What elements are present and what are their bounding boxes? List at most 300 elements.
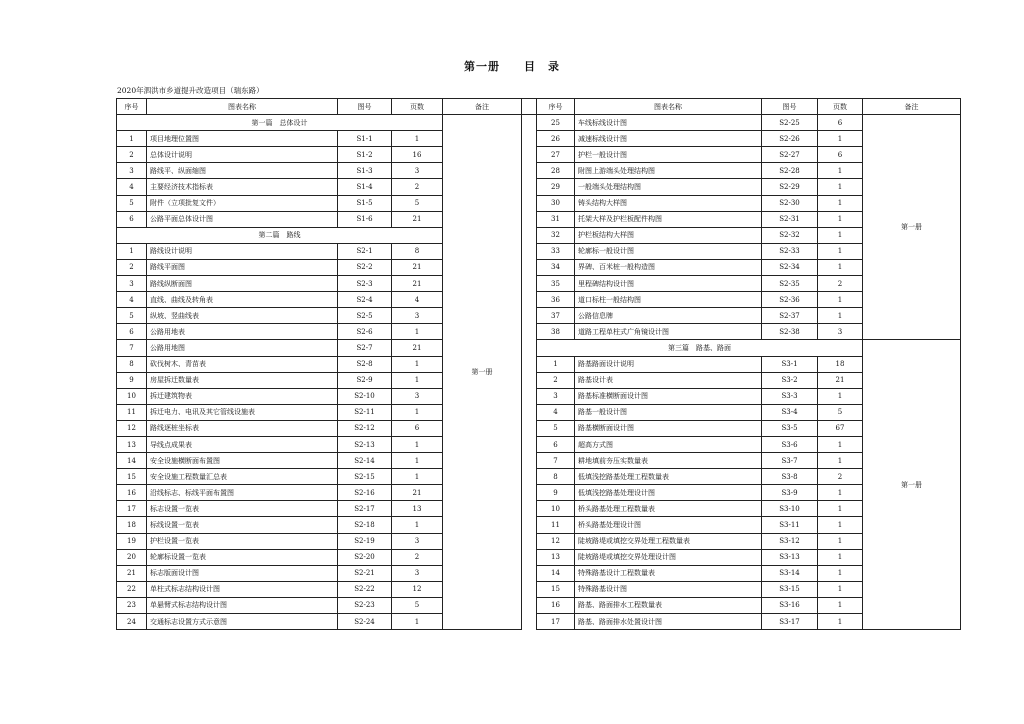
header-note-right: 备注: [863, 99, 961, 115]
table-row: [117, 276, 961, 292]
row-number: 1: [117, 243, 147, 259]
drawing-code: S2-3: [338, 276, 392, 292]
row-number: 13: [117, 436, 147, 452]
column-gap: [522, 227, 537, 243]
table-row: [117, 131, 961, 147]
drawing-code: S2-4: [338, 292, 392, 308]
header-no-right: 序号: [537, 99, 575, 115]
row-number: 4: [117, 179, 147, 195]
drawing-name: 路基、路面排水处置设计图: [575, 614, 762, 630]
row-number: 15: [117, 469, 147, 485]
table-row: [117, 163, 961, 179]
page-count: 1: [818, 259, 863, 275]
page-count: 1: [818, 533, 863, 549]
column-gap: [522, 517, 537, 533]
page-count: 13: [392, 501, 443, 517]
drawing-code: S2-37: [762, 308, 818, 324]
column-gap: [522, 163, 537, 179]
page-count: 3: [392, 533, 443, 549]
column-gap: [522, 453, 537, 469]
row-number: 8: [117, 356, 147, 372]
drawing-code: S2-28: [762, 163, 818, 179]
drawing-code: S2-18: [338, 517, 392, 533]
page-title: 第一册 目 录: [464, 60, 560, 73]
page-count: 1: [392, 469, 443, 485]
drawing-code: S2-8: [338, 356, 392, 372]
page-count: 2: [818, 469, 863, 485]
column-gap: [522, 243, 537, 259]
row-number: 14: [537, 565, 575, 581]
row-number: 10: [117, 388, 147, 404]
drawing-name: 路基、路面排水工程数量表: [575, 597, 762, 613]
column-gap: [522, 404, 537, 420]
drawing-name: 路线逐桩坐标表: [147, 420, 338, 436]
drawing-code: S2-11: [338, 404, 392, 420]
drawing-name: 路线平面图: [147, 259, 338, 275]
drawing-name: 附图上游端头处理结构图: [575, 163, 762, 179]
column-gap: [522, 501, 537, 517]
drawing-code: S1-1: [338, 131, 392, 147]
drawing-code: S2-27: [762, 147, 818, 163]
drawing-name: 超高方式图: [575, 436, 762, 452]
column-gap: [522, 597, 537, 613]
column-gap: [522, 356, 537, 372]
row-number: 11: [537, 517, 575, 533]
page-count: 1: [392, 131, 443, 147]
drawing-code: S2-22: [338, 581, 392, 597]
row-number: 7: [117, 340, 147, 356]
drawing-name: 主要经济技术指标表: [147, 179, 338, 195]
drawing-name: 路线平、纵面缩图: [147, 163, 338, 179]
page-count: 8: [392, 243, 443, 259]
drawing-name: 路线设计说明: [147, 243, 338, 259]
column-gap: [522, 549, 537, 565]
row-number: 10: [537, 501, 575, 517]
drawing-code: S2-14: [338, 453, 392, 469]
row-number: 19: [117, 533, 147, 549]
drawing-code: S2-36: [762, 292, 818, 308]
drawing-code: S3-12: [762, 533, 818, 549]
page-count: 4: [392, 292, 443, 308]
row-number: 36: [537, 292, 575, 308]
drawing-name: 单柱式标志结构设计图: [147, 581, 338, 597]
row-number: 26: [537, 131, 575, 147]
drawing-name: 房屋拆迁数量表: [147, 372, 338, 388]
row-number: 32: [537, 227, 575, 243]
row-number: 29: [537, 179, 575, 195]
drawing-name: 低填浅挖路基处理设计图: [575, 485, 762, 501]
page-count: 3: [392, 388, 443, 404]
drawing-code: S2-6: [338, 324, 392, 340]
page-count: 21: [392, 276, 443, 292]
column-gap: [522, 372, 537, 388]
row-number: 8: [537, 469, 575, 485]
drawing-name: 公路平面总体设计图: [147, 211, 338, 227]
page-count: 5: [392, 597, 443, 613]
table-row: [117, 501, 961, 517]
table-row: [117, 549, 961, 565]
column-gap: [522, 276, 537, 292]
page-count: 1: [818, 388, 863, 404]
drawing-code: S3-11: [762, 517, 818, 533]
page-count: 6: [392, 420, 443, 436]
table-row: [117, 308, 961, 324]
row-number: 2: [537, 372, 575, 388]
row-number: 38: [537, 324, 575, 340]
drawing-code: S2-15: [338, 469, 392, 485]
drawing-code: S2-13: [338, 436, 392, 452]
row-number: 34: [537, 259, 575, 275]
table-row: [117, 581, 961, 597]
page-count: 67: [818, 420, 863, 436]
drawing-code: S3-10: [762, 501, 818, 517]
drawing-code: S2-17: [338, 501, 392, 517]
page-count: 1: [818, 501, 863, 517]
column-gap: [522, 340, 537, 356]
row-number: 24: [117, 614, 147, 630]
page-count: 12: [392, 581, 443, 597]
drawing-code: S3-14: [762, 565, 818, 581]
drawing-name: 单悬臂式标志结构设计图: [147, 597, 338, 613]
page-count: 2: [818, 276, 863, 292]
page-count: 1: [818, 211, 863, 227]
table-row: [117, 485, 961, 501]
section-heading: 第三篇 路基、路面: [537, 340, 863, 356]
page-count: 1: [392, 517, 443, 533]
drawing-code: S3-8: [762, 469, 818, 485]
drawing-name: 标志版面设计图: [147, 565, 338, 581]
drawing-name: 轮廓标一般设计图: [575, 243, 762, 259]
drawing-code: S1-3: [338, 163, 392, 179]
page-count: 16: [392, 147, 443, 163]
drawing-code: S2-31: [762, 211, 818, 227]
drawing-name: 导线点成果表: [147, 436, 338, 452]
page-count: 21: [392, 211, 443, 227]
page-count: 1: [818, 163, 863, 179]
drawing-code: S2-7: [338, 340, 392, 356]
drawing-code: S3-6: [762, 436, 818, 452]
page-count: 1: [818, 195, 863, 211]
drawing-code: S2-21: [338, 565, 392, 581]
section-heading: 第一篇 总体设计: [117, 115, 443, 131]
table-row: [117, 227, 961, 243]
drawing-name: 桥头路基处理工程数量表: [575, 501, 762, 517]
drawing-code: S2-33: [762, 243, 818, 259]
table-row: [117, 565, 961, 581]
table-row: [117, 292, 961, 308]
drawing-code: S2-35: [762, 276, 818, 292]
page-count: 1: [818, 614, 863, 630]
table-row: [117, 259, 961, 275]
drawing-code: S2-34: [762, 259, 818, 275]
drawing-code: S2-30: [762, 195, 818, 211]
drawing-code: S2-24: [338, 614, 392, 630]
header-pages-right: 页数: [818, 99, 863, 115]
row-number: 6: [117, 211, 147, 227]
row-number: 13: [537, 549, 575, 565]
drawing-name: 路基一般设计图: [575, 404, 762, 420]
drawing-code: S2-5: [338, 308, 392, 324]
drawing-name: 护栏设置一览表: [147, 533, 338, 549]
row-number: 30: [537, 195, 575, 211]
drawing-name: 总体设计说明: [147, 147, 338, 163]
page-count: 1: [392, 372, 443, 388]
row-number: 5: [117, 195, 147, 211]
drawing-name: 道路工程单柱式广角镜设计图: [575, 324, 762, 340]
row-number: 6: [117, 324, 147, 340]
drawing-name: 拆迁电力、电讯及其它管线设施表: [147, 404, 338, 420]
drawing-code: S2-20: [338, 549, 392, 565]
drawing-code: S3-4: [762, 404, 818, 420]
row-number: 3: [117, 276, 147, 292]
section-heading: 第二篇 路线: [117, 227, 443, 243]
row-number: 7: [537, 453, 575, 469]
drawing-name: 里程碑结构设计图: [575, 276, 762, 292]
drawing-code: S2-25: [762, 115, 818, 131]
row-number: 6: [537, 436, 575, 452]
row-number: 23: [117, 597, 147, 613]
page-count: 3: [392, 565, 443, 581]
page-count: 5: [392, 195, 443, 211]
column-gap: [522, 533, 537, 549]
header-no: 序号: [117, 99, 147, 115]
drawing-code: S3-13: [762, 549, 818, 565]
drawing-code: S2-16: [338, 485, 392, 501]
drawing-code: S3-15: [762, 581, 818, 597]
drawing-code: S3-17: [762, 614, 818, 630]
row-number: 16: [117, 485, 147, 501]
project-subtitle: 2020年泗洪市乡道提升改造项目（瑞东路）: [117, 86, 264, 95]
drawing-name: 路基设计表: [575, 372, 762, 388]
column-gap: [522, 308, 537, 324]
drawing-code: S2-38: [762, 324, 818, 340]
drawing-name: 护栏板结构大样图: [575, 227, 762, 243]
page-count: 1: [818, 597, 863, 613]
column-gap: [522, 581, 537, 597]
drawing-code: S3-1: [762, 356, 818, 372]
drawing-name: 低填浅挖路基处理工程数量表: [575, 469, 762, 485]
drawing-name: 界碑、百米桩一般构造图: [575, 259, 762, 275]
column-gap: [522, 469, 537, 485]
column-gap: [522, 99, 537, 115]
drawing-code: S2-23: [338, 597, 392, 613]
drawing-code: S2-12: [338, 420, 392, 436]
row-number: 18: [117, 517, 147, 533]
drawing-code: S2-10: [338, 388, 392, 404]
column-gap: [522, 147, 537, 163]
page-count: 1: [818, 436, 863, 452]
drawing-code: S3-2: [762, 372, 818, 388]
row-number: 2: [117, 147, 147, 163]
row-number: 11: [117, 404, 147, 420]
row-number: 4: [537, 404, 575, 420]
header-code: 图号: [338, 99, 392, 115]
row-number: 4: [117, 292, 147, 308]
drawing-name: 标线设置一览表: [147, 517, 338, 533]
table-row: [117, 340, 961, 356]
drawing-name: 陡坡路堤或填挖交界处理设计图: [575, 549, 762, 565]
table-row: [117, 356, 961, 372]
page-count: 1: [818, 179, 863, 195]
row-number: 33: [537, 243, 575, 259]
drawing-code: S3-9: [762, 485, 818, 501]
drawing-code: S2-2: [338, 259, 392, 275]
page-count: 1: [818, 131, 863, 147]
table-header-row: [117, 99, 961, 115]
drawing-code: S1-6: [338, 211, 392, 227]
column-gap: [522, 388, 537, 404]
drawing-name: 道口标柱一般结构图: [575, 292, 762, 308]
page-count: 21: [392, 340, 443, 356]
drawing-name: 安全设施工程数量汇总表: [147, 469, 338, 485]
drawing-name: 路基标准横断面设计图: [575, 388, 762, 404]
page-count: 1: [818, 485, 863, 501]
page-count: 1: [392, 436, 443, 452]
page-count: 1: [392, 356, 443, 372]
drawing-name: 公路用地图: [147, 340, 338, 356]
column-gap: [522, 565, 537, 581]
drawing-name: 交通标志设置方式示意图: [147, 614, 338, 630]
page-count: 5: [818, 404, 863, 420]
drawing-name: 轮廓标设置一览表: [147, 549, 338, 565]
row-number: 12: [117, 420, 147, 436]
row-number: 9: [537, 485, 575, 501]
drawing-name: 托架大样及护栏板配件构图: [575, 211, 762, 227]
column-gap: [522, 614, 537, 630]
row-number: 20: [117, 549, 147, 565]
header-name: 图表名称: [147, 99, 338, 115]
row-number: 17: [117, 501, 147, 517]
table-body: [117, 115, 961, 630]
page-count: 1: [818, 292, 863, 308]
drawing-code: S3-5: [762, 420, 818, 436]
table-row: [117, 597, 961, 613]
column-gap: [522, 195, 537, 211]
table-row: [117, 195, 961, 211]
row-number: 17: [537, 614, 575, 630]
row-number: 15: [537, 581, 575, 597]
page-count: 21: [392, 485, 443, 501]
drawing-name: 特殊路基设计图: [575, 581, 762, 597]
volume-note: 第一册: [863, 340, 961, 630]
drawing-code: S3-3: [762, 388, 818, 404]
row-number: 9: [117, 372, 147, 388]
drawing-name: 项目地理位置图: [147, 131, 338, 147]
page-count: 1: [818, 549, 863, 565]
table-row: [117, 404, 961, 420]
table-row: [117, 388, 961, 404]
page-count: 3: [392, 163, 443, 179]
page-count: 1: [818, 308, 863, 324]
row-number: 22: [117, 581, 147, 597]
page-count: 6: [818, 115, 863, 131]
drawing-name: 陡坡路堤或填挖交界处理工程数量表: [575, 533, 762, 549]
drawing-name: 减速标线设计图: [575, 131, 762, 147]
row-number: 12: [537, 533, 575, 549]
table-row: [117, 436, 961, 452]
row-number: 1: [537, 356, 575, 372]
page-count: 21: [392, 259, 443, 275]
page-count: 6: [818, 147, 863, 163]
column-gap: [522, 131, 537, 147]
drawing-name: 拆迁建筑物表: [147, 388, 338, 404]
drawing-name: 铸头结构大样图: [575, 195, 762, 211]
page-count: 1: [818, 581, 863, 597]
drawing-code: S2-32: [762, 227, 818, 243]
catalog-table: [116, 98, 961, 630]
volume-note: 第一册: [443, 115, 522, 630]
drawing-code: S1-5: [338, 195, 392, 211]
row-number: 5: [117, 308, 147, 324]
table-row: [117, 243, 961, 259]
row-number: 25: [537, 115, 575, 131]
drawing-name: 护栏一般设计图: [575, 147, 762, 163]
row-number: 27: [537, 147, 575, 163]
page-count: 3: [392, 308, 443, 324]
table-row: [117, 614, 961, 630]
drawing-name: 公路信息牌: [575, 308, 762, 324]
drawing-code: S2-26: [762, 131, 818, 147]
row-number: 16: [537, 597, 575, 613]
column-gap: [522, 485, 537, 501]
table-row: [117, 115, 961, 131]
drawing-name: 一般端头处理结构图: [575, 179, 762, 195]
drawing-name: 直线、曲线及转角表: [147, 292, 338, 308]
drawing-code: S2-19: [338, 533, 392, 549]
header-pages: 页数: [392, 99, 443, 115]
row-number: 21: [117, 565, 147, 581]
drawing-code: S2-29: [762, 179, 818, 195]
table-row: [117, 179, 961, 195]
table-row: [117, 533, 961, 549]
column-gap: [522, 436, 537, 452]
column-gap: [522, 259, 537, 275]
header-note: 备注: [443, 99, 522, 115]
page-count: 1: [392, 614, 443, 630]
table-row: [117, 372, 961, 388]
drawing-code: S1-2: [338, 147, 392, 163]
row-number: 3: [117, 163, 147, 179]
drawing-name: 附件（立项批复文件）: [147, 195, 338, 211]
table-row: [117, 147, 961, 163]
drawing-name: 路线纵断面图: [147, 276, 338, 292]
row-number: 35: [537, 276, 575, 292]
column-gap: [522, 324, 537, 340]
page-count: 2: [392, 549, 443, 565]
drawing-code: S2-1: [338, 243, 392, 259]
drawing-name: 路基横断面设计图: [575, 420, 762, 436]
drawing-name: 纵坡、竖曲线表: [147, 308, 338, 324]
row-number: 28: [537, 163, 575, 179]
drawing-name: 耕地填前夯压实数量表: [575, 453, 762, 469]
page-count: 1: [392, 453, 443, 469]
table-row: [117, 211, 961, 227]
header-name-right: 图表名称: [575, 99, 762, 115]
drawing-name: 安全设施横断面布置图: [147, 453, 338, 469]
drawing-code: S3-7: [762, 453, 818, 469]
page-count: 1: [818, 243, 863, 259]
page-count: 18: [818, 356, 863, 372]
volume-note: 第一册: [863, 115, 961, 340]
column-gap: [522, 292, 537, 308]
drawing-name: 桥头路基处理设计图: [575, 517, 762, 533]
row-number: 5: [537, 420, 575, 436]
column-gap: [522, 115, 537, 131]
page-count: 1: [818, 227, 863, 243]
drawing-name: 路基路面设计说明: [575, 356, 762, 372]
drawing-code: S2-9: [338, 372, 392, 388]
page-count: 1: [818, 453, 863, 469]
